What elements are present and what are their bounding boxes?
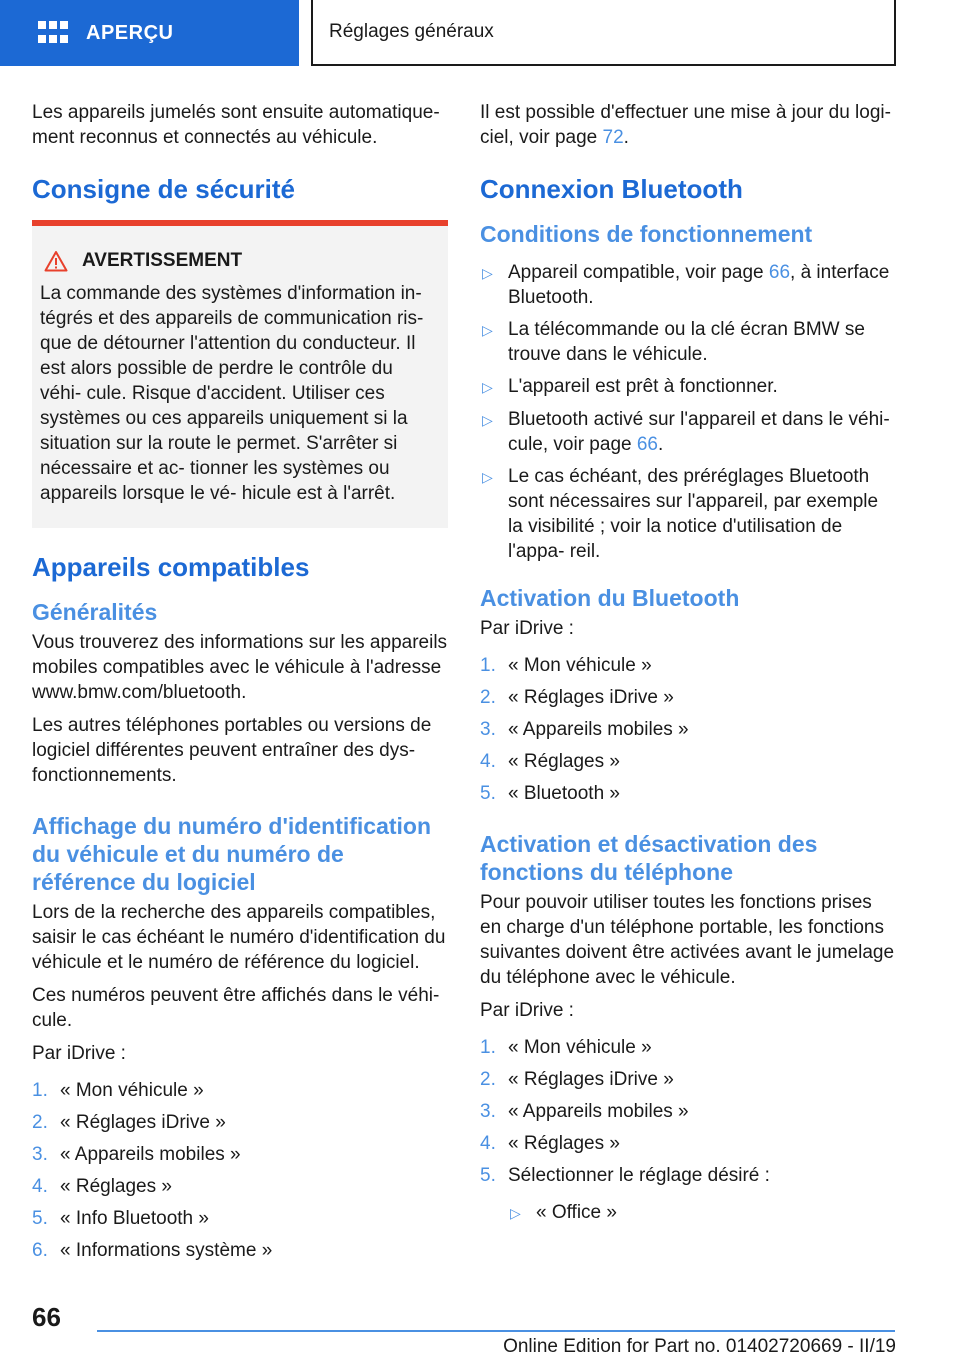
general-paragraph-1: Vous trouverez des informations sur les appareils mobiles compatibles avec le véhicule à l'adresse www.bmw.com/bluetooth. — [32, 632, 448, 703]
vin-idrive: Par iDrive : — [32, 1043, 126, 1064]
list-item: 3. « Appareils mobiles » — [480, 719, 689, 740]
list-item: 1. « Mon véhicule » — [480, 655, 652, 676]
bullet-triangle-icon: ▷ — [482, 379, 493, 395]
list-item: 5. « Bluetooth » — [480, 783, 620, 804]
safety-heading: Consigne de sécurité — [32, 174, 295, 204]
activation-steps — [480, 653, 896, 806]
warning-text: La commande des systèmes d'information in- tégrés et des appareils de communication ris- que de détourner l'attention du conducteur. Il est alors possible de perdre le contrôle du véhi- cule. Risque d'accident. Utiliser ces systèmes ou ces appareils uniquement si la situation sur la route le permet. S'arrêter si nécessaire et ac- tionner les systèmes ou appareils lorsque le vé- hicule est à l'arrêt. — [40, 283, 424, 504]
list-item: ▷ Le cas échéant, des préréglages Bluetooth sont nécessaires sur l'appareil, par exemple la visibilité ; voir la notice d'utilisation de l'appa- reil. — [482, 466, 879, 562]
section-title: Réglages généraux — [329, 21, 494, 42]
bullet-triangle-icon: ▷ — [482, 412, 493, 428]
list-item: 4. « Réglages » — [480, 751, 620, 772]
activation-heading: Activation du Bluetooth — [480, 585, 740, 611]
page-link-72[interactable]: 72 — [602, 127, 624, 148]
list-item: 3. « Appareils mobiles » — [480, 1101, 689, 1122]
page-link-66[interactable]: 66 — [768, 262, 791, 283]
list-item: 4. « Réglages » — [480, 1133, 620, 1154]
list-item: 2. « Réglages iDrive » — [480, 687, 674, 708]
section-tab[interactable] — [311, 0, 896, 66]
apercu-label: APERÇU — [86, 21, 174, 44]
warning-box — [32, 220, 448, 528]
warning-header — [40, 248, 438, 273]
list-item: ▷ La télécommande ou la clé écran BMW se trouve dans le véhicule. — [482, 319, 865, 365]
list-item: 5. Sélectionner le réglage désiré : ▷ « Office » — [480, 1163, 896, 1226]
warning-title: AVERTISSEMENT — [82, 250, 243, 271]
vin-steps — [32, 1078, 448, 1263]
vin-paragraph-2: Ces numéros peuvent être affichés dans le véhi- cule. — [32, 985, 440, 1031]
vin-paragraph-1: Lors de la recherche des appareils compatibles, saisir le cas échéant le numéro d'identification du véhicule et le numéro de référence du logiciel. — [32, 902, 446, 973]
bullet-triangle-icon: ▷ — [510, 1205, 521, 1221]
phone-steps — [480, 1035, 896, 1226]
phone-functions-heading: Activation et désactivation des fonctions du téléphone — [480, 831, 818, 885]
left-column — [32, 100, 448, 1277]
top-bar — [0, 0, 960, 66]
bluetooth-heading: Connexion Bluetooth — [480, 174, 743, 204]
compat-heading: Appareils compatibles — [32, 552, 310, 582]
list-item: 2. « Réglages iDrive » — [32, 1112, 226, 1133]
activation-idrive: Par iDrive : — [480, 618, 574, 639]
list-item: ▷ Appareil compatible, voir page 66, à interface Bluetooth. — [482, 262, 890, 308]
apercu-button[interactable] — [0, 0, 299, 66]
phone-idrive: Par iDrive : — [480, 1000, 574, 1021]
intro-paragraph: Les appareils jumelés sont ensuite automatique- ment reconnus et connectés au véhicule. — [32, 102, 440, 148]
footer-edition: Online Edition for Part no. 01402720669 - II/19 — [503, 1336, 896, 1357]
right-column — [480, 100, 896, 1240]
list-item: 1. « Mon véhicule » — [32, 1080, 204, 1101]
grid-icon — [38, 21, 68, 45]
conditions-heading: Conditions de fonctionnement — [480, 221, 813, 247]
conditions-list — [480, 260, 896, 564]
page-link-66[interactable]: 66 — [636, 434, 658, 455]
update-paragraph: Il est possible d'effectuer une mise à jour du logi- ciel, voir page 72. — [480, 102, 891, 148]
general-paragraph-2: Les autres téléphones portables ou versions de logiciel différentes peuvent entraîner des dys- fonctionnements. — [32, 715, 432, 786]
phone-paragraph: Pour pouvoir utiliser toutes les fonctions prises en charge d'un téléphone portable, les fonctions suivantes doivent être activées avant le jumelage du téléphone avec le véhicule. — [480, 892, 895, 988]
general-heading: Généralités — [32, 599, 158, 625]
vin-heading: Affichage du numéro d'identification du véhicule et du numéro de référence du logiciel — [32, 813, 432, 895]
footer-divider — [97, 1330, 895, 1332]
list-item: 5. « Info Bluetooth » — [32, 1208, 209, 1229]
page-number: 66 — [32, 1302, 61, 1332]
bullet-triangle-icon: ▷ — [482, 469, 493, 485]
bullet-triangle-icon: ▷ — [482, 322, 493, 338]
list-item: 3. « Appareils mobiles » — [32, 1144, 241, 1165]
list-item: ▷ Bluetooth activé sur l'appareil et dans le véhi- cule, voir page 66. — [482, 409, 890, 455]
list-item: ▷ L'appareil est prêt à fonctionner. — [480, 374, 896, 400]
list-item: 2. « Réglages iDrive » — [480, 1069, 674, 1090]
list-item: 6. « Informations système » — [32, 1240, 273, 1261]
warning-triangle-icon — [44, 250, 68, 272]
bullet-triangle-icon: ▷ — [482, 265, 493, 281]
sub-list-item: ▷ « Office » — [508, 1200, 896, 1226]
list-item: 1. « Mon véhicule » — [480, 1037, 652, 1058]
list-item: 4. « Réglages » — [32, 1176, 172, 1197]
